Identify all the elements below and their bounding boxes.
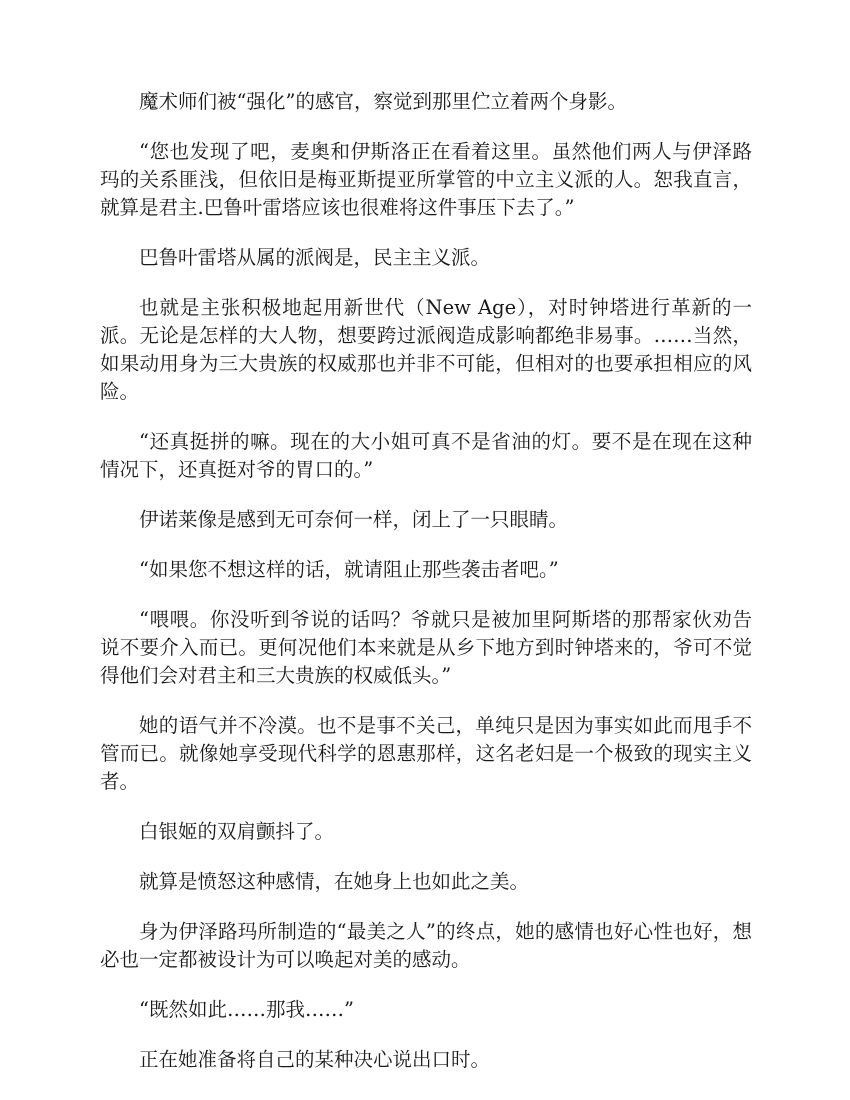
paragraph-6: 伊诺莱像是感到无可奈何一样，闭上了一只眼睛。 — [139, 508, 569, 531]
paragraph-13: “既然如此……那我……” — [139, 998, 354, 1021]
paragraph-3: 巴鲁叶雷塔从属的派阀是，民主主义派。 — [139, 246, 491, 269]
paragraph-2: “您也发现了吧，麦奥和伊斯洛正在看着这里。虽然他们两人与伊泽路玛的关系匪浅，但依旧是梅亚斯提亚所掌管的中立主义派的人。恕我直言，就算是君主.巴鲁叶雷塔应该也很难将这件事压下去了。” — [100, 140, 752, 219]
paragraph-8: “喂喂。你没听到爷说的话吗？爷就只是被加里阿斯塔的那帮家伙劝告说不要介入而已。更何况他们本来就是从乡下地方到时钟塔来的，爷可不觉得他们会对君主和三大贵族的权威低头。” — [100, 608, 752, 687]
paragraph-9: 她的语气并不冷漠。也不是事不关己，单纯只是因为事实如此而甩手不管而已。就像她享受现代科学的恩惠那样，这名老妇是一个极致的现实主义者。 — [100, 714, 752, 793]
paragraph-11: 就算是愤怒这种感情，在她身上也如此之美。 — [139, 870, 530, 893]
paragraph-5: “还真挺拼的嘛。现在的大小姐可真不是省油的灯。要不是在现在这种情况下，还真挺对爷的胃口的。” — [100, 430, 752, 481]
document-page — [100, 88, 752, 1096]
paragraph-4: 也就是主张积极地起用新世代（New Age），对时钟塔进行革新的一派。无论是怎样的大人物，想要跨过派阀造成影响都绝非易事。……当然，如果动用身为三大贵族的权威那也并非不可能，但相对的也要承担相应的风险。 — [100, 296, 752, 403]
paragraph-1: 魔术师们被“强化”的感官，察觉到那里伫立着两个身影。 — [139, 90, 627, 113]
paragraph-7: “如果您不想这样的话，就请阻止那些袭击者吧。” — [139, 558, 559, 581]
paragraph-12: 身为伊泽路玛所制造的“最美之人”的终点，她的感情也好心性也好，想必也一定都被设计为可以唤起对美的感动。 — [100, 920, 752, 971]
paragraph-14: 正在她准备将自己的某种决心说出口时。 — [139, 1048, 491, 1071]
paragraph-10: 白银姬的双肩颤抖了。 — [139, 820, 335, 843]
